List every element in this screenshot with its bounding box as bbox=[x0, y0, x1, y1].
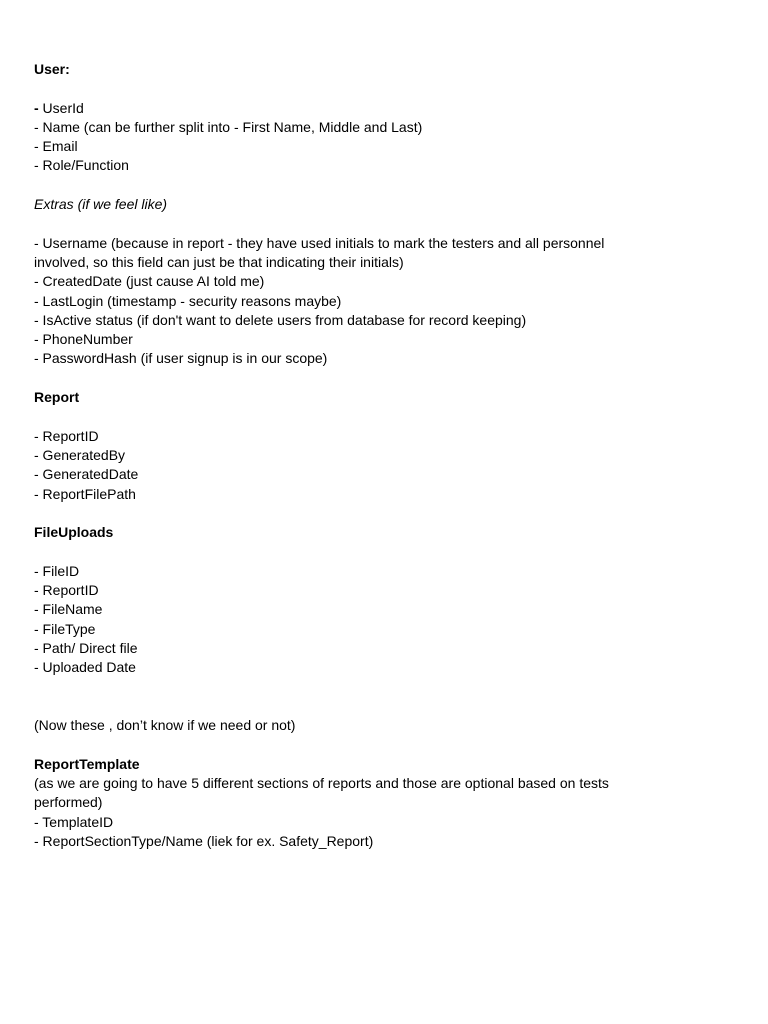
reporttemplate-item: - TemplateID bbox=[34, 813, 114, 830]
spacer bbox=[34, 678, 654, 717]
spacer bbox=[34, 214, 654, 233]
extras-heading: Extras (if we feel like) bbox=[34, 196, 168, 213]
report-heading: Report bbox=[34, 389, 80, 406]
spacer bbox=[34, 735, 654, 754]
user-heading: User: bbox=[34, 61, 70, 77]
report-item: - ReportID bbox=[34, 427, 99, 444]
reporttemplate-description: (as we are going to have 5 different sections of reports and those are optional based on tests performed) bbox=[34, 774, 613, 811]
fileuploads-item: - FileID bbox=[34, 562, 80, 579]
spacer bbox=[34, 504, 654, 523]
bullet-dash: - bbox=[34, 99, 39, 116]
fileuploads-heading: FileUploads bbox=[34, 524, 114, 541]
extras-item: - Username (because in report - they have used initials to mark the testers and all personnel involved, so this field can just be that indicating their initials) bbox=[34, 234, 609, 270]
reporttemplate-item: - ReportSectionType/Name (liek for ex. Safety_Report) bbox=[34, 832, 374, 849]
extras-item: - CreatedDate (just cause AI told me) bbox=[34, 273, 265, 290]
report-item: - GeneratedBy bbox=[34, 446, 126, 463]
user-item: - Role/Function bbox=[34, 157, 129, 174]
fileuploads-item: - FileType bbox=[34, 620, 96, 637]
note-text: (Now these , don’t know if we need or not) bbox=[34, 717, 296, 734]
fileuploads-item: - FileName bbox=[34, 601, 103, 618]
extras-item: - LastLogin (timestamp - security reasons maybe) bbox=[34, 292, 342, 309]
report-item: - GeneratedDate bbox=[34, 466, 139, 483]
user-item-label: UserId bbox=[38, 99, 84, 116]
user-item: - Email bbox=[34, 138, 78, 155]
document-body bbox=[34, 60, 654, 851]
report-item: - ReportFilePath bbox=[34, 485, 136, 502]
spacer bbox=[34, 542, 654, 561]
user-item: - Name (can be further split into - First Name, Middle and Last) bbox=[34, 118, 423, 135]
extras-item: - PhoneNumber bbox=[34, 331, 133, 348]
spacer bbox=[34, 79, 654, 98]
extras-item: - PasswordHash (if user signup is in our scope) bbox=[34, 350, 328, 367]
extras-item: - IsActive status (if don't want to delete users from database for record keeping) bbox=[34, 311, 527, 328]
spacer bbox=[34, 369, 654, 388]
spacer bbox=[34, 407, 654, 426]
fileuploads-item: - Uploaded Date bbox=[34, 659, 136, 676]
user-item-userid bbox=[34, 99, 654, 118]
spacer bbox=[34, 176, 654, 195]
reporttemplate-heading: ReportTemplate bbox=[34, 755, 140, 772]
fileuploads-item: - ReportID bbox=[34, 582, 99, 599]
fileuploads-item: - Path/ Direct file bbox=[34, 639, 138, 656]
